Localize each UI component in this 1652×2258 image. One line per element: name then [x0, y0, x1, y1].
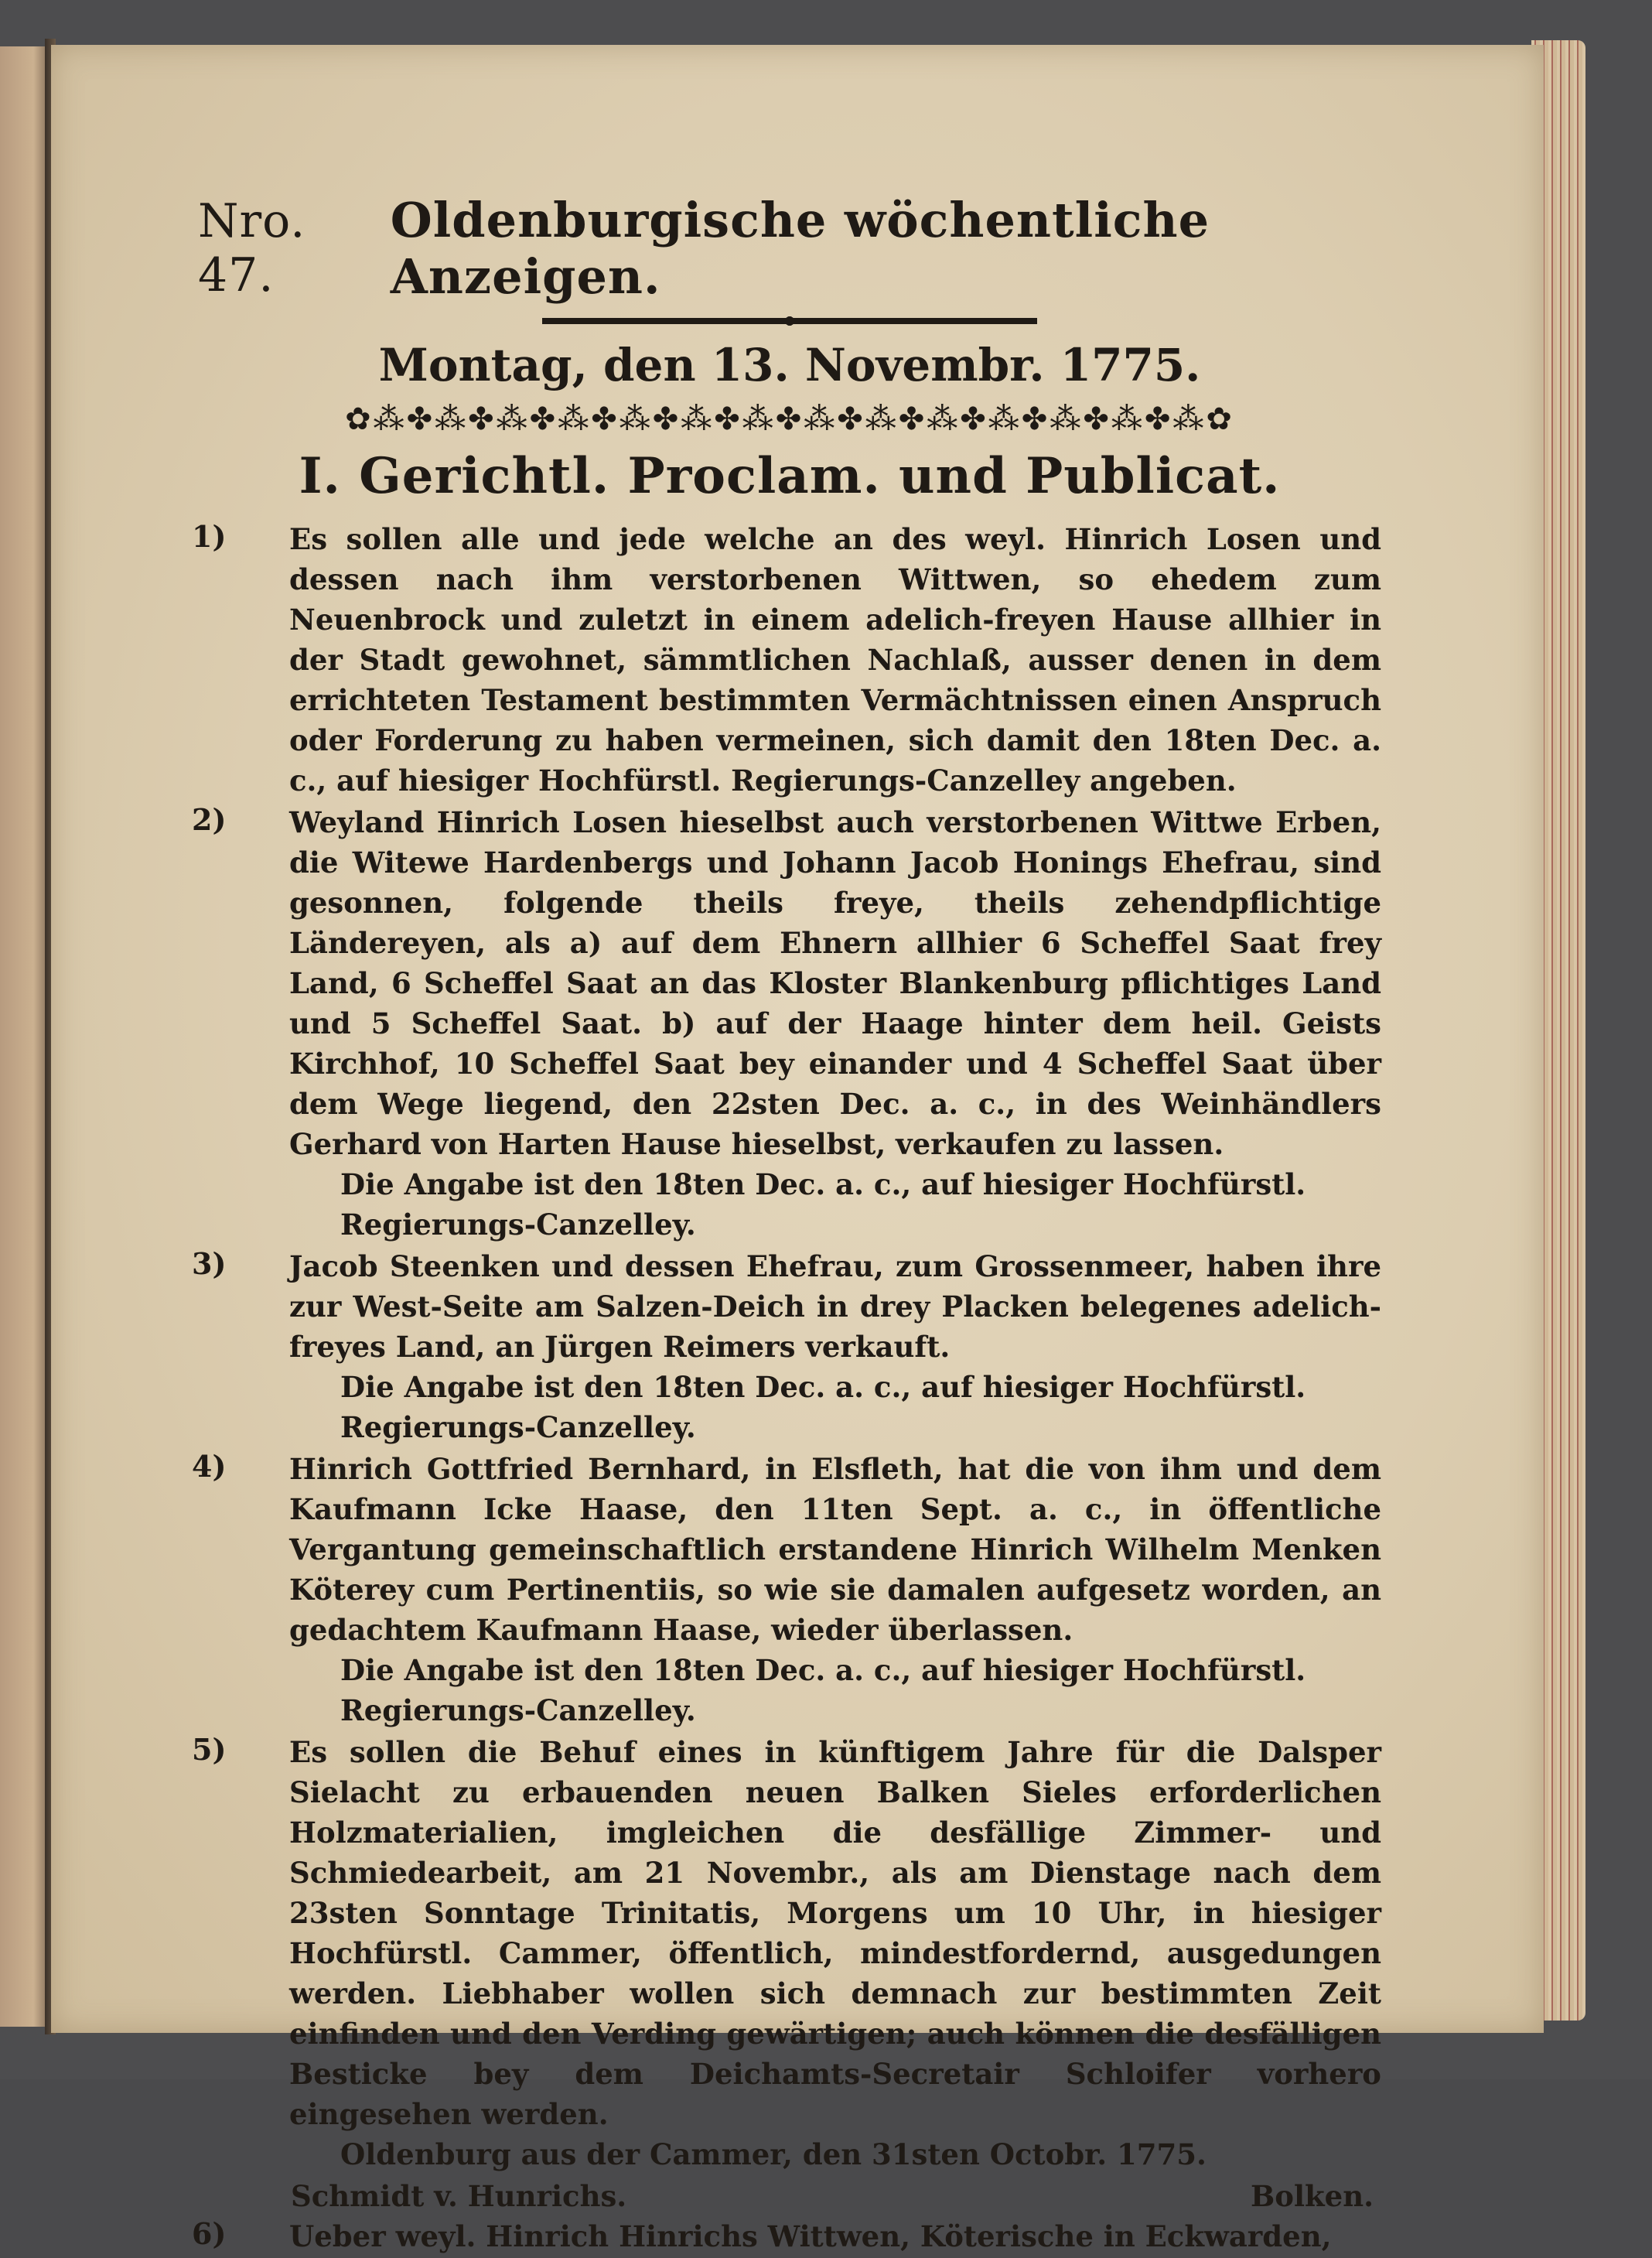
- signature-right: Bolken.: [1251, 2179, 1374, 2213]
- notice-office: Regierungs-Canzelley.: [340, 1410, 696, 1444]
- notice-text: Es sollen alle und jede welche an des weyl. Hinrich Losen und dessen nach ihm verstorbenen Wittwen, so ehedem zum Neuenbrock und zuletzt in einem adelich-freyen Hause allhier in der Stadt gewohnet, sämmtlichen Nachlaß, ausser denen in dem errichteten Testament bestimmten Vermächtnissen einen Anspruch oder Forderung zu haben vermeinen, sich damit den 18ten Dec. a. c., auf hiesiger Hochfürstl. Regierungs-Canzelley angeben.: [289, 522, 1381, 798]
- notice-number: 2): [192, 802, 227, 837]
- notice-number: 4): [192, 1449, 227, 1484]
- newspaper-title: Oldenburgische wöchentliche Anzeigen.: [390, 192, 1210, 305]
- notice-item: [192, 2216, 1381, 2256]
- notice-item: [192, 1449, 1381, 1730]
- notice-text: Jacob Steenken und dessen Ehefrau, zum Grossenmeer, haben ihre zur West-Seite am Salzen-Deich in drey Placken belegenes adelich-freyes Land, an Jürgen Reimers verkauft.: [289, 1249, 1381, 1364]
- notice-number: 5): [192, 1732, 227, 1767]
- notice-place-date: Oldenburg aus der Cammer, den 31sten Octobr. 1775.: [340, 2137, 1207, 2171]
- masthead: [198, 192, 1381, 305]
- notice-deadline: Die Angabe ist den 18ten Dec. a. c., auf hiesiger Hochfürstl.: [340, 1370, 1306, 1404]
- notice-item: [192, 519, 1381, 801]
- notice-deadline: Die Angabe ist den 18ten Dec. a. c., auf hiesiger Hochfürstl.: [340, 1167, 1306, 1201]
- notice-item: [192, 802, 1381, 1245]
- notice-number: 3): [192, 1246, 227, 1281]
- notice-text: Es sollen die Behuf eines in künftigem Jahre für die Dalsper Sielacht zu erbauenden neuen Balken Sieles erforderlichen Holzmaterialien, imgleichen die desfällige Zimmer- und Schmiedearbeit, am 21 Novembr., als am Dienstage nach dem 23sten Sonntage Trinitatis, Morgens um 10 Uhr, in hiesiger Hochfürstl. Cammer, öffentlich, mindestfordernd, ausgedungen werden. Liebhaber wollen sich demnach zur bestimmten Zeit einfinden und den Verding gewärtigen; auch können die desfälligen Besticke bey dem Deichamts-Secretair Schloifer vorhero eingesehen werden.: [289, 1735, 1381, 2131]
- notice-number: 6): [192, 2216, 227, 2251]
- notice-text: Ueber weyl. Hinrich Hinrichs Wittwen, Köterische in Eckwarden,: [289, 2219, 1332, 2253]
- notice-number: 1): [192, 519, 227, 554]
- title-rule-ornament: [542, 313, 1037, 330]
- notice-deadline: Die Angabe ist den 18ten Dec. a. c., auf hiesiger Hochfürstl.: [340, 1653, 1306, 1687]
- notice-text: Hinrich Gottfried Bernhard, in Elsfleth, hat die von ihm und dem Kaufmann Icke Haase, den 11ten Sept. a. c., in öffentliche Vergantung gemeinschaftlich erstandene Hinrich Wilhelm Menken Köterey cum Pertinentiis, so wie sie damalen aufgesetz worden, an gedachtem Kaufmann Haase, wieder überlassen.: [289, 1452, 1381, 1647]
- newspaper-page: [51, 45, 1544, 2253]
- notice-item: [192, 1732, 1381, 2174]
- notice-office: Regierungs-Canzelley.: [340, 1693, 696, 1727]
- notices-list: [192, 519, 1381, 2256]
- signature-left: Schmidt v. Hunrichs.: [291, 2179, 627, 2213]
- signature-row: [198, 2176, 1381, 2216]
- left-page-edge: [0, 46, 48, 2027]
- issue-number: Nro. 47.: [198, 194, 306, 302]
- ornament-border: ✿⁂✤⁂✤⁂✤⁂✤⁂✤⁂✤⁂✤⁂✤⁂✤⁂✤⁂✤⁂✤⁂✤⁂✿: [345, 401, 1234, 437]
- notice-item: [192, 1246, 1381, 1447]
- notice-office: Regierungs-Canzelley.: [340, 1208, 696, 1242]
- page-content: [192, 145, 1381, 2258]
- notice-text: Weyland Hinrich Losen hieselbst auch verstorbenen Wittwe Erben, die Witewe Hardenbergs und Johann Jacob Honings Ehefrau, sind gesonnen, folgende theils freye, theils zehendpflichtige Ländereyen, als a) auf dem Ehnern allhier 6 Scheffel Saat frey Land, 6 Scheffel Saat an das Kloster Blankenburg pflichtiges Land und 5 Scheffel Saat. b) auf der Haage hinter dem heil. Geists Kirchhof, 10 Scheffel Saat bey einander und 4 Scheffel Saat über dem Wege liegend, den 22sten Dec. a. c., in des Weinhändlers Gerhard von Harten Hause hieselbst, verkaufen zu lassen.: [289, 805, 1381, 1161]
- section-title: I. Gerichtl. Proclam. und Publicat.: [299, 447, 1281, 505]
- issue-date: Montag, den 13. Novembr. 1775.: [378, 339, 1201, 391]
